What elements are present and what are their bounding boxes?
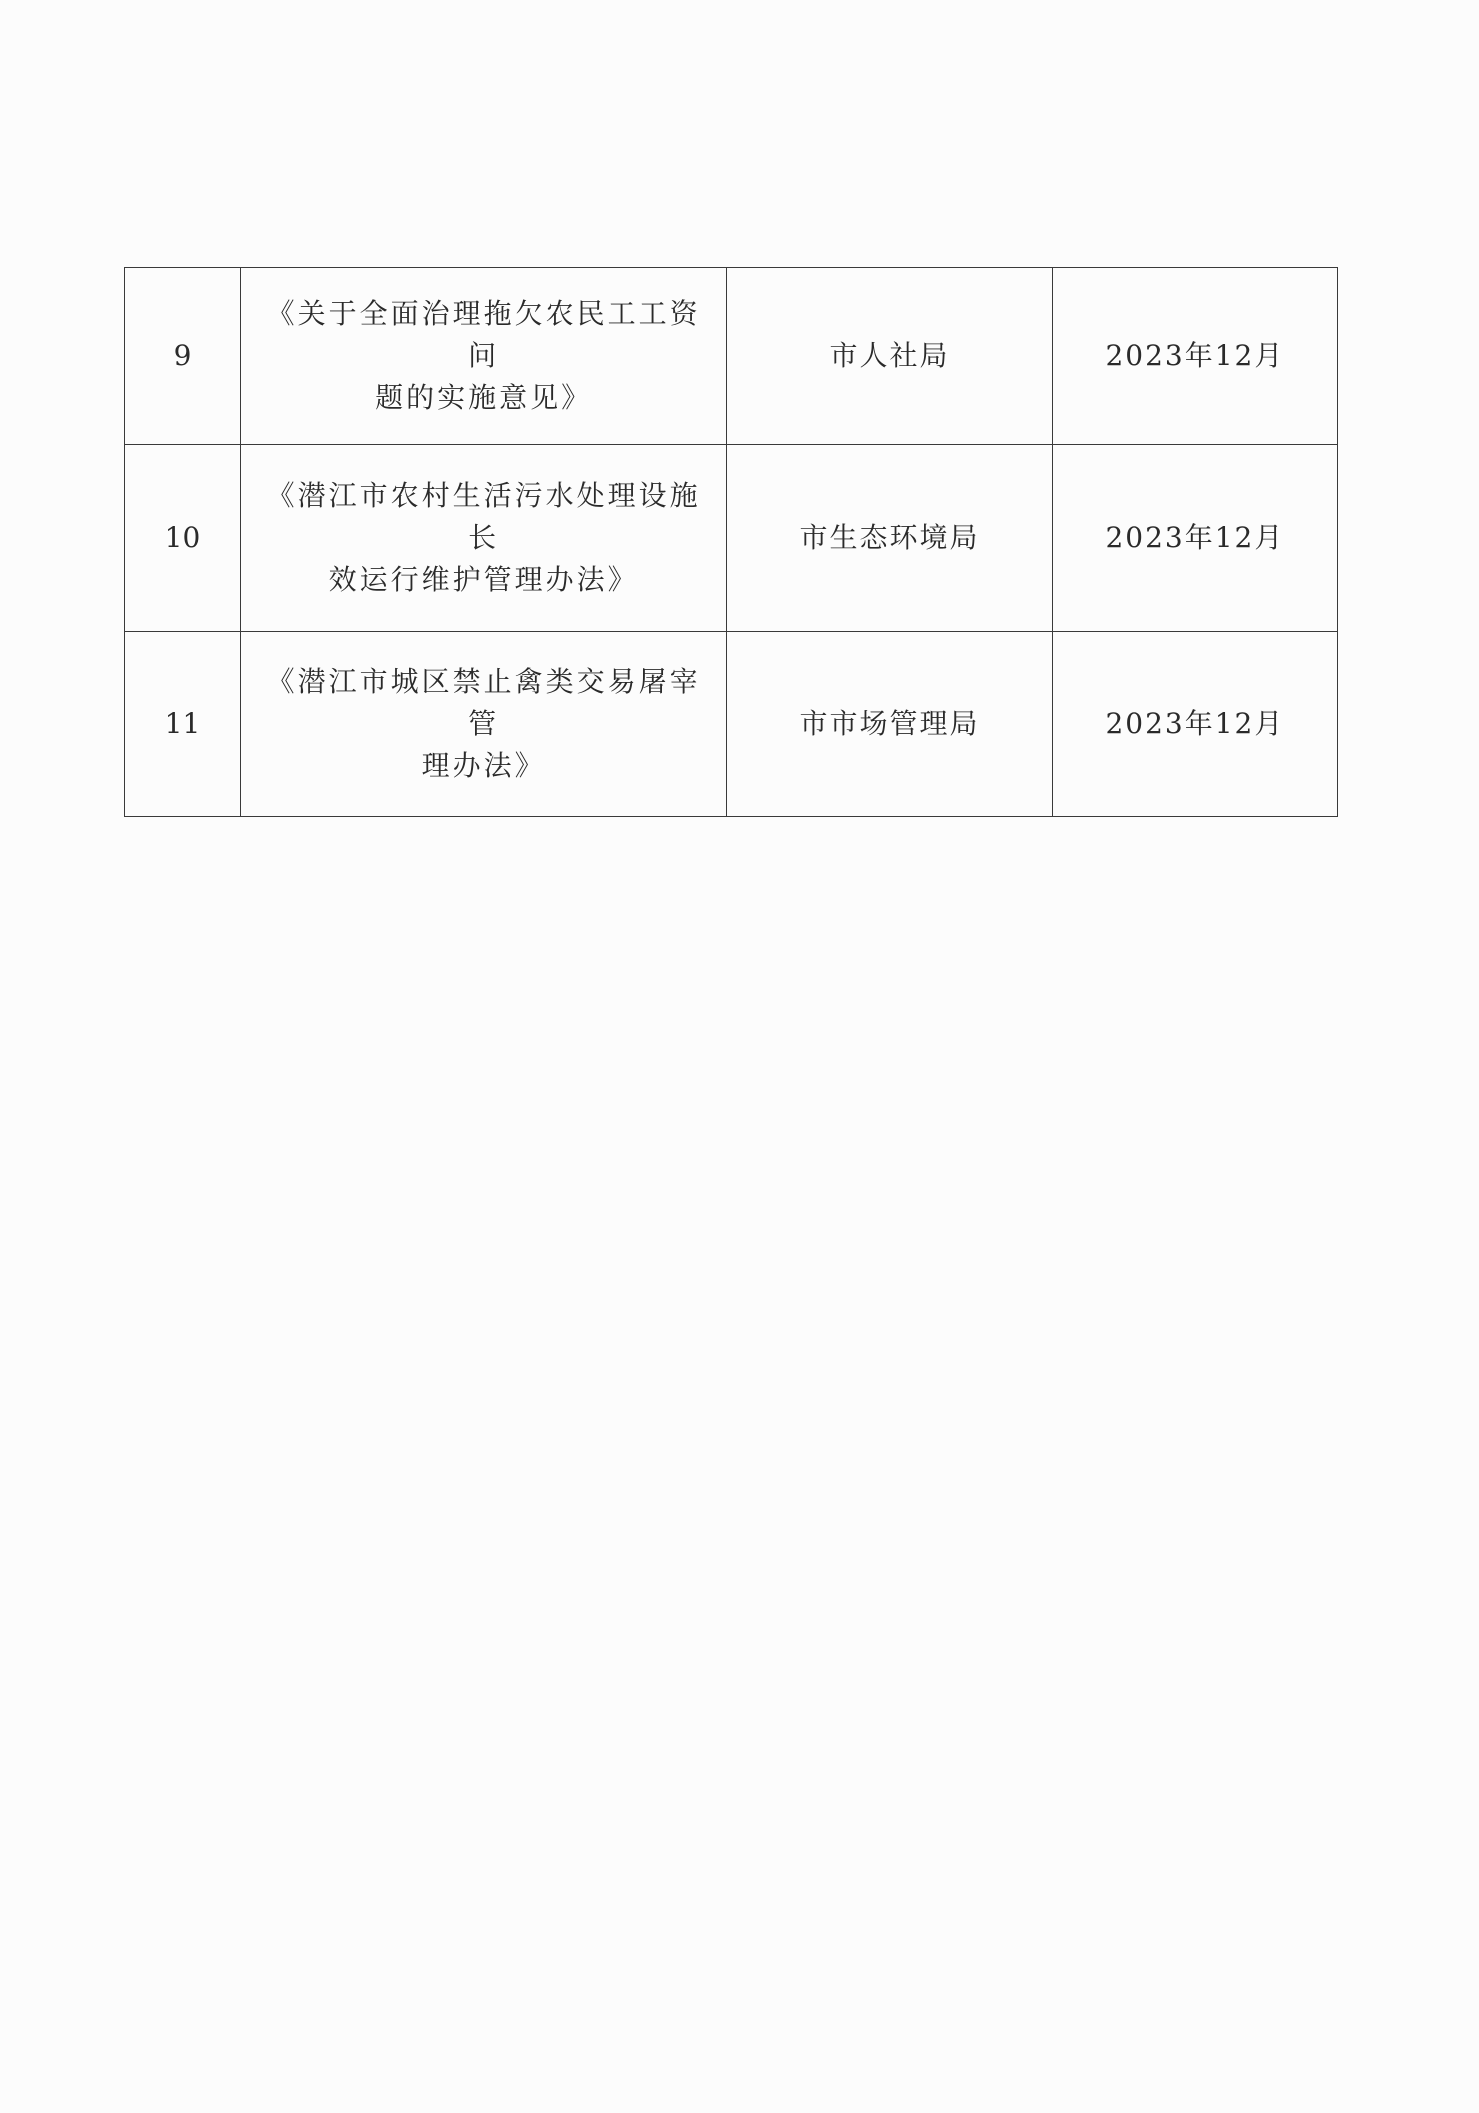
table-row bbox=[125, 445, 1338, 632]
department: 市市场管理局 bbox=[727, 632, 1053, 817]
document-title bbox=[240, 268, 726, 445]
row-number: 11 bbox=[125, 632, 241, 817]
department: 市人社局 bbox=[727, 268, 1053, 445]
completion-date: 2023年12月 bbox=[1052, 268, 1337, 445]
department: 市生态环境局 bbox=[727, 445, 1053, 632]
document-title-line: 《关于全面治理拖欠农民工工资问 bbox=[266, 297, 701, 372]
document-title-line: 效运行维护管理办法》 bbox=[328, 563, 639, 596]
row-number: 9 bbox=[125, 268, 241, 445]
document-title-line: 《潜江市农村生活污水处理设施长 bbox=[266, 479, 701, 554]
document-title-line: 题的实施意见》 bbox=[375, 381, 593, 414]
document-title bbox=[240, 632, 726, 817]
document-title-line: 《潜江市城区禁止禽类交易屠宰管 bbox=[266, 665, 701, 740]
document-title-line: 理办法》 bbox=[421, 749, 546, 782]
table-row bbox=[125, 632, 1338, 817]
regulation-table bbox=[124, 267, 1338, 817]
completion-date: 2023年12月 bbox=[1052, 632, 1337, 817]
row-number: 10 bbox=[125, 445, 241, 632]
table-row bbox=[125, 268, 1338, 445]
document-title bbox=[240, 445, 726, 632]
completion-date: 2023年12月 bbox=[1052, 445, 1337, 632]
